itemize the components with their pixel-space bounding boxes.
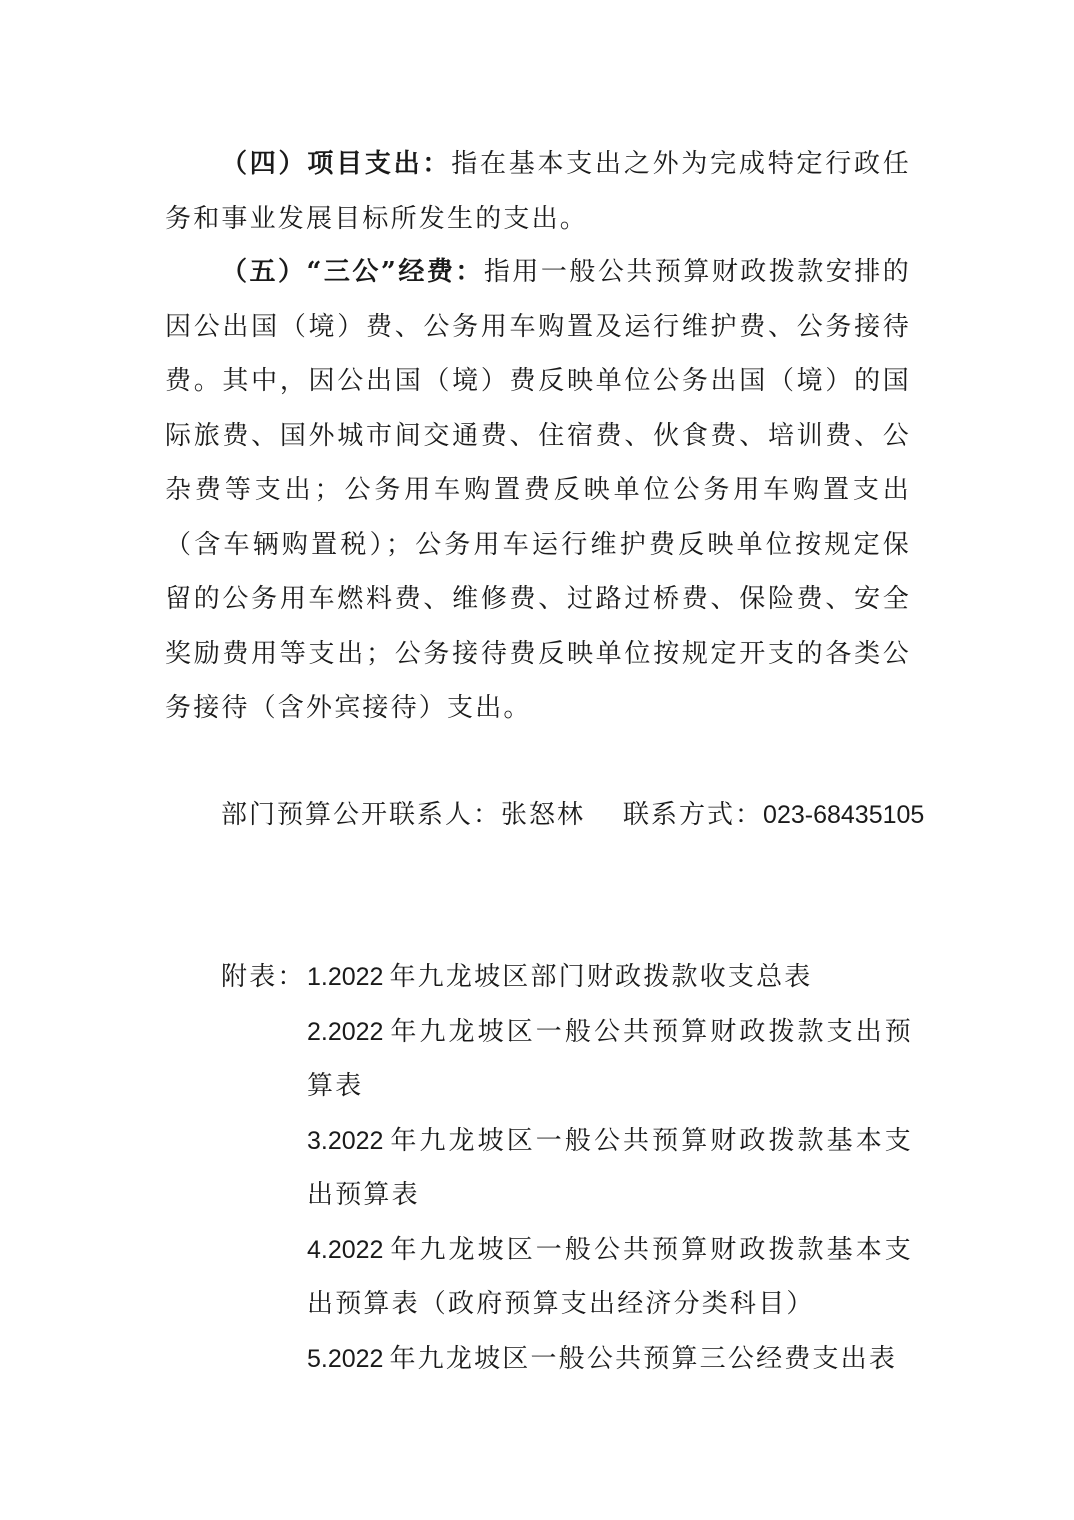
annex-item-text: 年九龙坡区一般公共预算财政拨款基本支出预算表 [307,1125,913,1210]
annex-list [307,950,913,1386]
contact-person-name: 张怒林 [501,800,586,830]
contact-phone: 023-68435105 [763,801,925,829]
contact-line [221,792,924,838]
annex-item-number: 2.2022 [307,1017,384,1046]
annex-item-text: 年九龙坡区部门财政拨款收支总表 [389,962,813,992]
annex-item-number: 3.2022 [307,1126,384,1155]
annex-label: 附表： [221,962,306,992]
annex-item [307,950,913,1005]
paragraph-body: 指用一般公共预算财政拨款安排的因公出国（境）费、公务用车购置及运行维护费、公务接待费。其中，因公出国（境）费反映单位公务出国（境）的国际旅费、国外城市间交通费、住宿费、伙食费、培训费、公杂费等支出；公务用车购置费反映单位公务用车购置支出（含车辆购置税）；公务用车运行维护费反映单位按规定保留的公务用车燃料费、维修费、过路过桥费、保险费、安全奖励费用等支出；公务接待费反映单位按规定开支的各类公务接待（含外宾接待）支出。 [165,257,911,723]
paragraph-body: 指在基本支出之外为完成特定行政任务和事业发展目标所发生的支出。 [165,149,911,234]
paragraph-three-public-expenses [165,245,911,736]
annex-item-number: 4.2022 [307,1235,384,1264]
annex-item-text: 年九龙坡区一般公共预算三公经费支出表 [389,1343,898,1374]
contact-method-label: 联系方式： [623,800,764,830]
annex-item [307,1114,913,1223]
contact-person-label: 部门预算公开联系人： [221,800,502,830]
paragraph-term: （五）“三公”经费： [221,257,484,287]
annex-item [307,1223,913,1332]
annex-item [307,1005,913,1114]
annex-item [307,1332,913,1387]
paragraph-term: （四）项目支出： [221,149,452,179]
paragraph-project-expenditure [165,137,911,246]
annex-item-number: 1.2022 [307,963,384,991]
annex-item-text: 年九龙坡区一般公共预算财政拨款支出预算表 [307,1016,913,1101]
annex-item-text: 年九龙坡区一般公共预算财政拨款基本支出预算表（政府预算支出经济分类科目） [307,1234,913,1319]
annex-item-number: 5.2022 [307,1344,384,1373]
